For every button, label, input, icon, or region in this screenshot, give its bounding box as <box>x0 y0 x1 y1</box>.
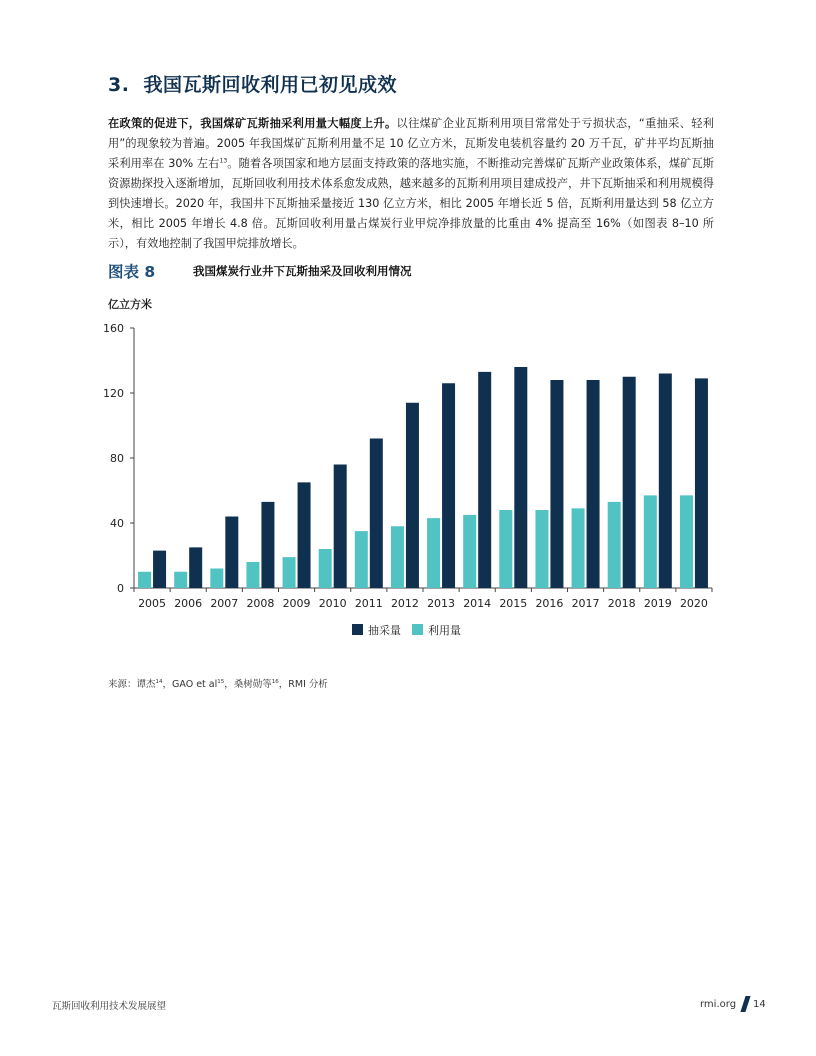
section-heading <box>108 70 397 97</box>
x-tick-label: 2017 <box>571 597 600 610</box>
x-tick-label: 2012 <box>390 597 419 610</box>
body-paragraph <box>108 114 714 254</box>
x-tick-label: 2018 <box>607 597 636 610</box>
bar-extraction-2018 <box>623 377 636 588</box>
x-tick-label: 2005 <box>138 597 167 610</box>
section-title: 我国瓦斯回收利用已初见成效 <box>143 74 397 96</box>
legend-swatch-utilization <box>412 624 423 635</box>
bar-utilization-2006 <box>174 572 187 588</box>
bar-utilization-2012 <box>391 526 404 588</box>
slash-logo-mark <box>740 996 750 1012</box>
bar-extraction-2005 <box>153 551 166 588</box>
bar-extraction-2013 <box>442 383 455 588</box>
y-tick-label: 0 <box>117 582 124 595</box>
footer-document-title: 瓦斯回收利用技术发展展望 <box>52 1001 167 1012</box>
bar-extraction-2006 <box>189 547 202 588</box>
section-number: 3. <box>108 74 130 96</box>
y-tick-label: 40 <box>110 517 124 530</box>
x-tick-label: 2007 <box>210 597 239 610</box>
x-tick-label: 2009 <box>282 597 311 610</box>
bar-extraction-2008 <box>261 502 274 588</box>
bar-utilization-2020 <box>680 495 693 588</box>
bar-extraction-2012 <box>406 403 419 588</box>
chart-svg <box>90 292 730 662</box>
x-tick-label: 2020 <box>679 597 708 610</box>
legend-swatch-extraction <box>352 624 363 635</box>
x-tick-label: 2014 <box>463 597 492 610</box>
bar-extraction-2019 <box>659 374 672 589</box>
y-tick-label: 80 <box>110 452 124 465</box>
bar-chart <box>90 292 730 662</box>
source-prefix: 来源：谭杰 <box>108 679 156 690</box>
bar-extraction-2015 <box>514 367 527 588</box>
bar-extraction-2007 <box>225 517 238 589</box>
source-ref-2: 15 <box>217 678 225 685</box>
bar-utilization-2019 <box>644 495 657 588</box>
bar-utilization-2013 <box>427 518 440 588</box>
bar-extraction-2010 <box>334 465 347 589</box>
source-ref-1: 14 <box>155 678 163 685</box>
x-tick-label: 2006 <box>174 597 203 610</box>
bar-utilization-2010 <box>319 549 332 588</box>
figure-title: 我国煤炭行业井下瓦斯抽采及回收利用情况 <box>193 264 412 278</box>
x-tick-label: 2011 <box>354 597 383 610</box>
figure-label: 图表 8 <box>108 263 156 281</box>
bar-utilization-2017 <box>572 508 585 588</box>
bar-utilization-2011 <box>355 531 368 588</box>
source-mid-2: ，桑树勋等 <box>224 679 272 690</box>
legend-label-extraction: 抽采量 <box>368 624 401 637</box>
bar-utilization-2005 <box>138 572 151 588</box>
bar-extraction-2014 <box>478 372 491 588</box>
bar-extraction-2016 <box>550 380 563 588</box>
bar-utilization-2014 <box>463 515 476 588</box>
x-tick-label: 2013 <box>427 597 456 610</box>
x-tick-label: 2008 <box>246 597 275 610</box>
x-tick-label: 2010 <box>318 597 347 610</box>
source-ref-3: 16 <box>271 678 279 685</box>
footnote-ref: 13 <box>219 157 228 165</box>
bar-utilization-2007 <box>210 569 223 589</box>
y-axis-unit-label: 亿立方米 <box>108 298 152 311</box>
bar-utilization-2015 <box>499 510 512 588</box>
source-suffix: ，RMI 分析 <box>278 679 328 690</box>
bar-utilization-2008 <box>246 562 259 588</box>
x-tick-label: 2015 <box>499 597 528 610</box>
footer-site-link[interactable]: rmi.org <box>700 998 737 1010</box>
bar-extraction-2009 <box>298 482 311 588</box>
x-tick-label: 2016 <box>535 597 564 610</box>
bar-extraction-2017 <box>587 380 600 588</box>
paragraph-part2: 。随着各项国家和地方层面支持政策的落地实施，不断推动完善煤矿瓦斯产业政策体系，煤矿瓦斯资源勘探投入逐渐增加，瓦斯回收利用技术体系愈发成熟，越来越多的瓦斯利用项目建成投产，井下瓦斯抽采和利用规模得到快速增长。2020 年，我国井下瓦斯抽采量接近 130 亿立方米，相比 2005 年增长近 5 倍，瓦斯利用量达到 58 亿立方米，相比 2005 年增长 4.8 倍。瓦斯回收利用量占煤炭行业甲烷净排放量的比重由 4% 提高至 16%（如图表 8–10 所示），有效地控制了我国甲烷排放增长。 <box>108 157 714 250</box>
bar-utilization-2016 <box>535 510 548 588</box>
bar-utilization-2009 <box>283 557 296 588</box>
y-tick-label: 120 <box>103 387 124 400</box>
source-note <box>108 676 328 690</box>
paragraph-part1: 以往煤矿企业瓦斯利用项目常常处于亏损状态，“重抽采、轻利用”的现象较为普遍。2005 年我国煤矿瓦斯利用量不足 10 亿立方米，瓦斯发电装机容量约 20 万千瓦，矿井平均瓦斯抽采利用率在 30% 左右 <box>108 117 714 170</box>
legend-label-utilization: 利用量 <box>428 624 461 637</box>
source-mid-1: ，GAO et al <box>162 679 218 690</box>
page-number: 14 <box>753 998 766 1010</box>
x-tick-label: 2019 <box>643 597 672 610</box>
bar-extraction-2020 <box>695 378 708 588</box>
y-tick-label: 160 <box>103 322 124 335</box>
paragraph-lead: 在政策的促进下，我国煤矿瓦斯抽采利用量大幅度上升。 <box>108 117 397 130</box>
footer-page-info <box>700 996 766 1012</box>
bar-utilization-2018 <box>608 502 621 588</box>
bar-extraction-2011 <box>370 439 383 589</box>
